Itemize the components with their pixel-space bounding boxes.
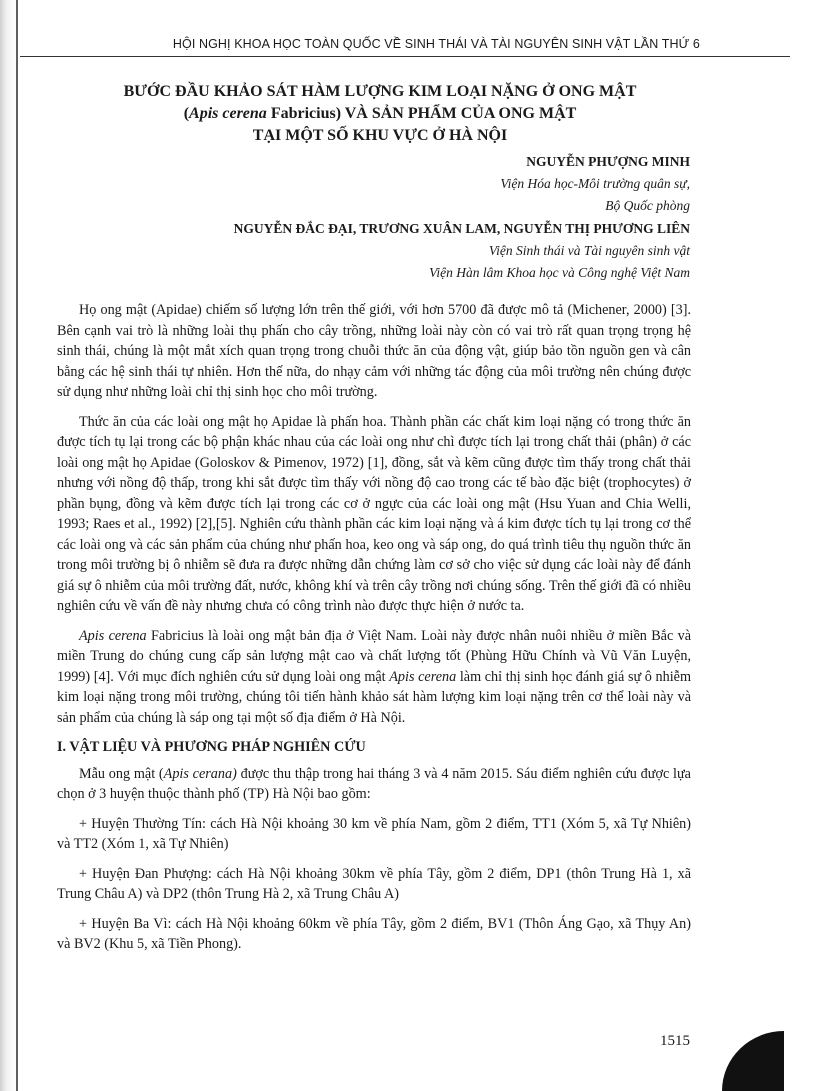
author-name: NGUYỄN PHƯỢNG MINH [526, 154, 690, 169]
title-line-2 [60, 103, 700, 125]
paragraph-intro: Họ ong mật (Apidae) chiếm số lượng lớn trên thế giới, với hơn 5700 đã được mô tả (Michener, 2000) [3]. Bên cạnh vai trò là những loài thụ phấn cho cây trồng, những loài này còn có vai trò rất quan trọng trọng hệ sinh thái, chúng là một mắt xích quan trọng trong chuỗi thức ăn của động vật, giúp bảo tồn nguồn gen và cân bằng các hệ sinh thái tự nhiên. Hơn thế nữa, do nhạy cảm với những tác động của môi trường nên chúng được sử dụng như những loài chỉ thị sinh học cho môi trường. [57, 302, 691, 400]
running-head: HỘI NGHỊ KHOA HỌC TOÀN QUỐC VỀ SINH THÁI VÀ TÀI NGUYÊN SINH VẬT LẦN THỨ 6 [172, 37, 700, 51]
author-affiliation: Viện Hàn lâm Khoa học và Công nghệ Việt Nam [429, 265, 690, 280]
species-name: Apis cerena [79, 627, 147, 644]
author-block-2 [234, 218, 690, 284]
section-heading: I. VẬT LIỆU VÀ PHƯƠNG PHÁP NGHIÊN CỨU [57, 739, 366, 755]
author-affiliation: Viện Hóa học-Môi trường quân sự, [500, 176, 690, 191]
paragraph-text: Fabricius là loài ong mật bản địa ở Việt Nam. Loài này được nhân nuôi nhiều ở miền Bắc và miền Trung do chúng cung cấp sản lượng mật cao và chất lượng tốt (Phùng Hữu Chính và Vũ Văn Luyện, 1999) [4]. Với mục đích nghiên cứu sử dụng loài ong mật [57, 627, 692, 685]
paragraph-apis-cerena [57, 626, 691, 729]
author-block-1 [500, 151, 690, 217]
body-text [57, 300, 691, 964]
binding-edge-line [16, 0, 18, 1091]
paragraph-text: làm chỉ thị sinh học đánh giá sự ô nhiễm kim loại nặng trong môi trường, chúng tôi tiến hành khảo sát hàm lượng kim loại nặng trên cơ thể loài này và sản phẩm của chúng là sáp ong tại một số địa điểm ở Hà Nội. [57, 668, 691, 726]
author-affiliation: Viện Sinh thái và Tài nguyên sinh vật [488, 243, 690, 258]
title-line-2-rest: Fabricius) VÀ SẢN PHẨM CỦA ONG MẬT [266, 105, 577, 122]
paragraph-food: Thức ăn của các loài ong mật họ Apidae là phấn hoa. Thành phần các chất kim loại nặng có trong thức ăn được tích tụ lại trong các bộ phận khác nhau của các loài ong như chì được tích lại trong chất thải (phân) ở các loài ong mật họ Apidae (Goloskov & Pimenov, 1972) [1], đồng, sắt và kẽm cũng được tìm thấy trong chất thải nhưng với nồng độ thấp, trong khi sắt được tìm thấy với nồng độ cao trong các tế bào đặc biệt (trophocytes) ở phần bụng, đồng và kẽm được tích lại trong các cơ ở ngực của các loài ong mật (Hsu Yuan and Chia Welli, 1993; Raes et al., 1992) [2],[5]. Nghiên cứu thành phần các kim loại nặng và á kim được tích tụ lại trong cơ thể các loài ong và các sản phẩm của chúng như phấn hoa, keo ong và sáp ong, do quá trình tiêu thụ nguồn thức ăn trong môi trường bị ô nhiễm sẽ đưa ra được những dẫn chứng làm cơ sở cho việc sử dụng các loài này để đánh giá sự ô nhiễm của môi trường đất, nước, không khí và trên cây trồng nơi chúng sống. Trên thế giới đã có nhiều nghiên cứu về vấn đề này nhưng chưa có công trình nào được thực hiện ở nước ta. [57, 413, 691, 614]
title-paren: ( [183, 105, 190, 122]
corner-scan-blot [722, 1031, 784, 1091]
list-item: + Huyện Thường Tín: cách Hà Nội khoảng 30 km về phía Nam, gồm 2 điểm, TT1 (Xóm 5, xã Tự Nhiên) và TT2 (Xóm 1, xã Tự Nhiên) [57, 815, 691, 852]
list-item: + Huyện Đan Phượng: cách Hà Nội khoảng 30km về phía Tây, gồm 2 điểm, DP1 (thôn Trung Hà 1, xã Trung Châu A) và DP2 (thôn Trung Hà 2, xã Trung Châu A) [57, 865, 691, 902]
species-name: Apis cerena [389, 668, 457, 685]
title-species: Apis cerena [189, 105, 267, 122]
author-name: NGUYỄN ĐẮC ĐẠI, TRƯƠNG XUÂN LAM, NGUYỄN THỊ PHƯƠNG LIÊN [233, 221, 690, 236]
page-number: 1515 [660, 1033, 690, 1049]
paragraph-text: được thu thập trong hai tháng 3 và 4 năm 2015. Sáu điểm nghiên cứu được lựa chọn ở 3 huyện thuộc thành phố (TP) Hà Nội bao gồm: [57, 765, 691, 802]
paragraph-text: Mẫu ong mật ( [79, 765, 164, 782]
title-line-3: TẠI MỘT SỐ KHU VỰC Ở HÀ NỘI [252, 127, 508, 144]
author-affiliation: Bộ Quốc phòng [605, 198, 690, 213]
title-line-1: BƯỚC ĐẦU KHẢO SÁT HÀM LƯỢNG KIM LOẠI NẶNG Ở ONG MẬT [123, 83, 637, 100]
paragraph-sampling [57, 764, 691, 805]
paper-title [60, 81, 700, 147]
list-item: + Huyện Ba Vì: cách Hà Nội khoảng 60km về phía Tây, gồm 2 điểm, BV1 (Thôn Áng Gạo, xã Thụy An) và BV2 (Khu 5, xã Tiền Phong). [57, 915, 691, 952]
header-rule [20, 56, 790, 57]
species-name: Apis cerana) [163, 765, 237, 782]
